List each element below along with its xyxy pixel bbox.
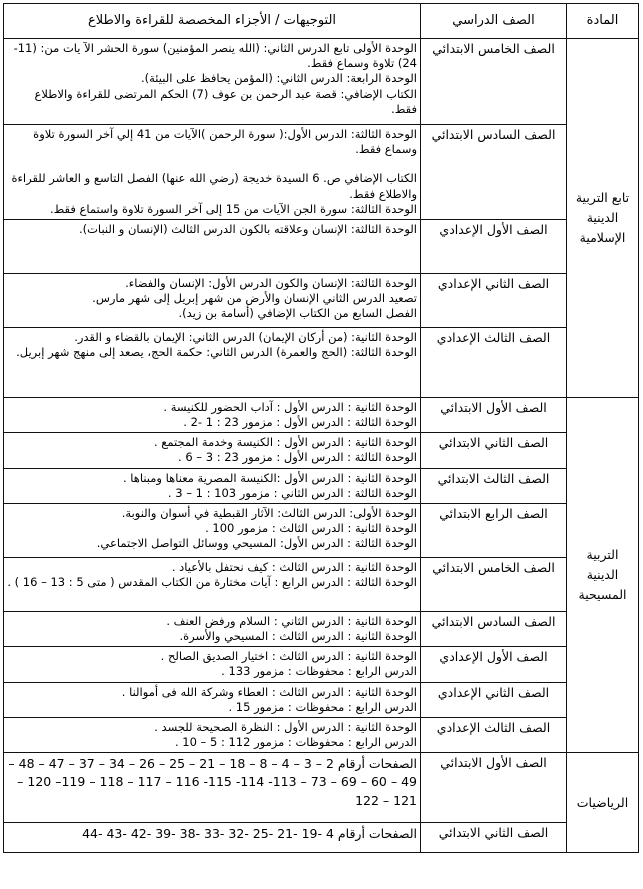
content-line: الوحدة الثالثة : الدرس الأول : مزمور 23 : 1 -2 . bbox=[183, 415, 417, 430]
content-cell bbox=[4, 557, 421, 611]
content-line: الوحدة الأولى: الدرس الثالث: الآثار القبطية في أسوان والنوبة. bbox=[121, 505, 417, 520]
header-grade: الصف الدراسي bbox=[421, 4, 567, 39]
content-line: الصفحات أرقام 2 – 3 – 4 – 8 – 18 – 21 – 25 – 26 – 34 – 37 – 47 – 48 – 49 – 60 – 69 – 73 – 113- 114- 115- 116 – 117 – 118 – 119– 120 –121 – 122 bbox=[8, 756, 417, 808]
table-row bbox=[4, 503, 639, 557]
content-cell bbox=[4, 327, 421, 397]
grade-cell: الصف الثالث الابتدائي bbox=[421, 468, 567, 503]
grade-cell: الصف السادس الابتدائي bbox=[421, 611, 567, 646]
content-cell bbox=[4, 611, 421, 646]
subject-cell-christian: التربية الدينية المسيحية bbox=[567, 397, 639, 752]
content-cell bbox=[4, 503, 421, 557]
table-row bbox=[4, 682, 639, 717]
content-line: الوحدة الثانية : الدرس الأول : الكنيسة وخدمة المجتمع . bbox=[153, 435, 417, 450]
grade-cell: الصف الثالث الإعدادي bbox=[421, 327, 567, 397]
content-cell bbox=[4, 647, 421, 682]
table-row bbox=[4, 433, 639, 468]
table-row bbox=[4, 717, 639, 752]
content-line: الدرس الرابع : محفوظات : مزمور 133 . bbox=[221, 664, 417, 679]
content-line: الوحدة الثانية : الدرس الأول : آداب الحضور للكنيسة . bbox=[163, 399, 417, 414]
table-row bbox=[4, 219, 639, 273]
content-line: الفصل السابع من الكتاب الإضافي (أسامة بن زيد). bbox=[178, 306, 417, 321]
subject-cell-math: الرياضيات bbox=[567, 753, 639, 853]
content-line: الوحدة الثالثة: الدرس الأول:( سورة الرحمن )الآيات من 41 إلي آخر السورة تلاوة وسماع فقط. bbox=[33, 127, 417, 157]
content-line: الوحدة الثالثة : الدرس الثاني : مزمور 103 : 1 – 3 . bbox=[167, 485, 417, 500]
grade-cell: الصف الرابع الابتدائي bbox=[421, 503, 567, 557]
table-row bbox=[4, 125, 639, 220]
grade-cell: الصف الثاني الإعدادي bbox=[421, 682, 567, 717]
header-content: التوجيهات / الأجزاء المخصصة للقراءة والاطلاع bbox=[4, 4, 421, 39]
table-row bbox=[4, 327, 639, 397]
table-row bbox=[4, 468, 639, 503]
content-line: تصعيد الدرس الثاني الإنسان والأرض من شهر إبريل إلى شهر مارس. bbox=[92, 291, 417, 306]
content-cell bbox=[4, 397, 421, 432]
content-cell bbox=[4, 753, 421, 823]
grade-cell: الصف الثاني الابتدائي bbox=[421, 433, 567, 468]
content-line: الوحدة الثالثة : الدرس الأول: المسيحي ووسائل التواصل الاجتماعي. bbox=[96, 536, 417, 551]
content-line: الوحدة الثانية : الدرس الثالث : المسيحي والأسرة. bbox=[179, 629, 417, 644]
content-line: الوحدة الثانية: (من أركان الإيمان) الدرس الثاني: الإيمان بالقضاء و القدر. bbox=[74, 329, 417, 344]
grade-cell: الصف الثالث الإعدادي bbox=[421, 717, 567, 752]
table-row bbox=[4, 611, 639, 646]
table-row bbox=[4, 753, 639, 823]
header-subject: المادة bbox=[567, 4, 639, 39]
content-cell bbox=[4, 273, 421, 327]
content-cell bbox=[4, 39, 421, 125]
grade-cell: الصف السادس الابتدائي bbox=[421, 125, 567, 220]
content-line: الدرس الرابع : محفوظات : مزمور 112 : 5 – 10 . bbox=[174, 735, 417, 750]
grade-cell: الصف الأول الإعدادي bbox=[421, 647, 567, 682]
content-cell bbox=[4, 468, 421, 503]
header-row bbox=[4, 4, 639, 39]
content-line: الكتاب الإضافي ص. 6 السيدة خديجة (رضي الله عنها) الفصل التاسع و العاشر للقراءة والاطلاع فقط. bbox=[11, 171, 417, 201]
content-line: الوحدة الثانية : الدرس الثاني : السلام ورفض العنف . bbox=[166, 613, 417, 628]
content-line: الوحدة الثالثة: الإنسان وعلاقته بالكون الدرس الثالث (الإنسان و النبات). bbox=[78, 221, 417, 236]
content-line: الوحدة الثانية : الدرس الثالث : اختيار الصديق الصالح . bbox=[160, 649, 417, 664]
content-line: الوحدة الثانية : الدرس الأول : النظرة الصحيحة للجسد . bbox=[154, 719, 417, 734]
content-line: الوحدة الثالثة: سورة الجن الآيات من 15 إلى آخر السورة تلاوة واستماع فقط. bbox=[49, 201, 417, 216]
grade-cell: الصف الأول الابتدائي bbox=[421, 397, 567, 432]
content-line bbox=[7, 157, 417, 171]
table-row bbox=[4, 397, 639, 432]
content-line: الكتاب الإضافي: قصة عبد الرحمن بن عوف (7) الحكم المرتضى للقراءة والاطلاع فقط. bbox=[34, 86, 417, 116]
content-cell bbox=[4, 219, 421, 273]
grade-cell: الصف الخامس الابتدائي bbox=[421, 557, 567, 611]
content-line: الوحدة الثالثة : الدرس الرابع : آيات مختارة من الكتاب المقدس ( متى 5 : 13 – 16 ) . bbox=[7, 575, 417, 590]
content-line: الوحدة الثانية : الدرس الثالث : كيف نحتفل بالأعياد . bbox=[171, 559, 417, 574]
grade-cell: الصف الأول الابتدائي bbox=[421, 753, 567, 823]
grade-cell: الصف الأول الإعدادي bbox=[421, 219, 567, 273]
content-cell bbox=[4, 125, 421, 220]
table-row bbox=[4, 823, 639, 853]
table-row bbox=[4, 273, 639, 327]
grade-cell: الصف الخامس الابتدائي bbox=[421, 39, 567, 125]
content-cell bbox=[4, 717, 421, 752]
content-line: الدرس الرابع : محفوظات : مزمور 15 . bbox=[228, 699, 417, 714]
content-line: الوحدة الثالثة : الدرس الأول : مزمور 23 : 3 – 6 . bbox=[178, 450, 417, 465]
table-body bbox=[4, 39, 639, 853]
content-line: الوحدة الثانية : الدرس الثالث : مزمور 100 . bbox=[205, 521, 417, 536]
subject-cell-islamic: تابع التربية الدينية الإسلامية bbox=[567, 39, 639, 398]
content-cell bbox=[4, 682, 421, 717]
content-cell bbox=[4, 823, 421, 853]
table-row bbox=[4, 557, 639, 611]
table-row bbox=[4, 647, 639, 682]
curriculum-table bbox=[3, 3, 639, 853]
table-row bbox=[4, 39, 639, 125]
content-line: الوحدة الأولى تابع الدرس الثاني: (الله ينصر المؤمنين) سورة الحشر الآ يات من: (11-24) تلاوة وسماع فقط. bbox=[13, 41, 417, 71]
content-line: الوحدة الثالثة: الإنسان والكون الدرس الأول: الإنسان والفضاء. bbox=[125, 275, 417, 290]
grade-cell: الصف الثاني الابتدائي bbox=[421, 823, 567, 853]
grade-cell: الصف الثاني الإعدادي bbox=[421, 273, 567, 327]
content-line: الوحدة الرابعة: الدرس الثاني: (المؤمن يحافظ على البيئة). bbox=[141, 71, 417, 86]
content-line: الوحدة الثانية : الدرس الأول :الكنيسة المصرية معناها ومبناها . bbox=[122, 470, 417, 485]
content-line: الصفحات أرقام 4 -19 -21 -25 -32 -33 -38 -39 -42 -43 -44 bbox=[82, 826, 417, 842]
content-line: الوحدة الثانية : الدرس الثالث : العطاء وشركة الله فى أموالنا . bbox=[121, 684, 417, 699]
content-cell bbox=[4, 433, 421, 468]
content-line: الوحدة الثالثة: (الحج والعمرة) الدرس الثاني: حكمة الحج، يصعد إلى منهج شهر إبريل. bbox=[16, 345, 417, 360]
